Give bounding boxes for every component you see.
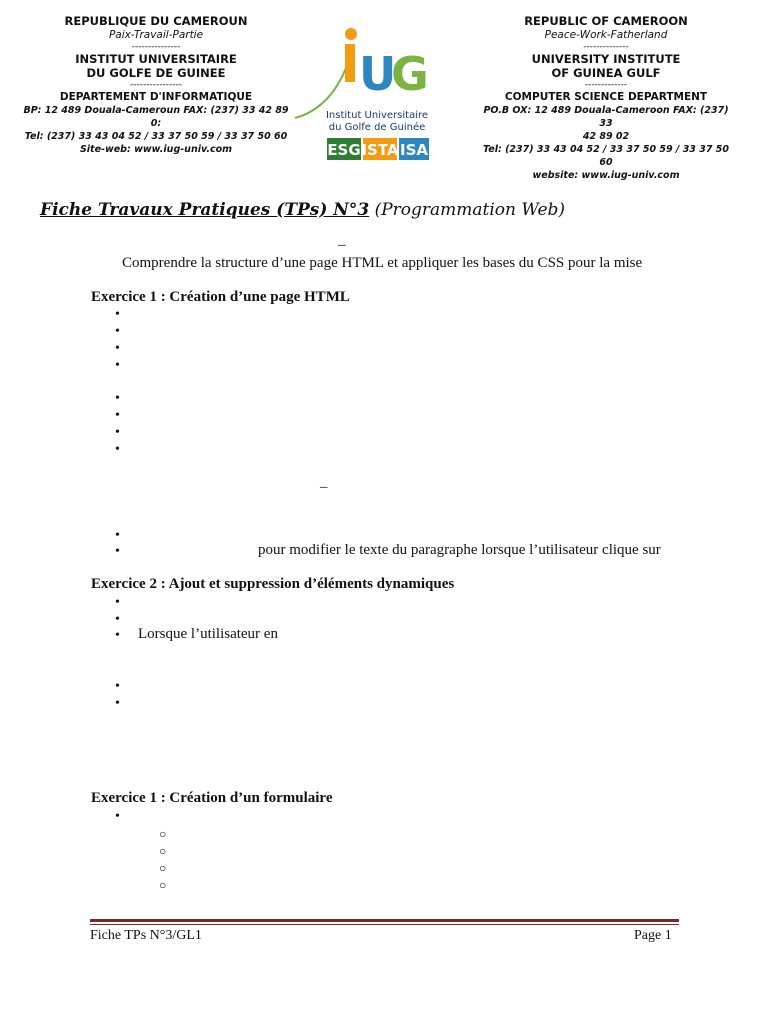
objective-text: Comprendre la structure d’une page HTML et appliquer les bases du CSS pour la mise (122, 255, 643, 271)
phone-en: Tel: (237) 33 43 04 52 / 33 37 50 59 / 33 37 50 60 (483, 144, 729, 168)
logo-letter-g: G (391, 47, 429, 101)
phone: Tel: (237) 33 43 04 52 / 33 37 50 59 / 33 37 50 60 (24, 131, 288, 142)
bullet (115, 323, 120, 340)
bullet (115, 390, 120, 407)
institute-line2: DU GOLFE DE GUINEE (86, 66, 226, 80)
bullet (115, 808, 120, 825)
footer-rule (90, 919, 679, 922)
badge-isa: ISA (400, 141, 428, 159)
department-fr: DEPARTEMENT D'INFORMATIQUE (59, 91, 253, 103)
postal-box-en-line2: 42 89 02 (582, 131, 630, 142)
country-en: REPUBLIC OF CAMEROON (524, 14, 688, 28)
header-right (478, 14, 734, 182)
separator: ---------------- (130, 80, 182, 90)
exercise-2-bullet-text: Lorsque l’utilisateur en (138, 626, 278, 642)
dash-mark: _ (338, 232, 346, 248)
bullet (115, 357, 120, 374)
bullet (115, 340, 120, 357)
badge-ista: ISTA (361, 141, 399, 159)
bullet (115, 424, 120, 441)
separator: -------------- (583, 42, 629, 52)
postal-box-en-line1: PO.B OX: 12 489 Douala-Cameroon FAX: (237) 33 (483, 105, 729, 129)
footer-rule-thin (90, 924, 679, 925)
postal-box: BP: 12 489 Douala-Cameroun FAX: (237) 33 42 89 0: (23, 105, 289, 129)
website-en: website: www.iug-univ.com (532, 170, 680, 181)
separator: --------------- (131, 42, 181, 52)
bullet (115, 441, 120, 458)
bullet (115, 543, 120, 560)
exercise-1-bullet-text: pour modifier le texte du paragraphe lorsque l’utilisateur clique sur (258, 542, 661, 558)
iug-logo (287, 20, 432, 168)
bullet (115, 611, 120, 628)
bullet (115, 407, 120, 424)
dash-mark: _ (320, 474, 328, 490)
title-main: Fiche Travaux Pratiques (TPs) N°3 (40, 200, 370, 220)
exercise-2-title: Exercice 2 : Ajout et suppression d’éléments dynamiques (91, 576, 455, 592)
logo-letter-u: U (359, 47, 397, 101)
institute-line1-en: UNIVERSITY INSTITUTE (531, 52, 681, 66)
bullet (115, 678, 120, 695)
institute-line2-en: OF GUINEA GULF (551, 66, 661, 80)
institute-line1: INSTITUT UNIVERSITAIRE (75, 52, 237, 66)
title-sub: (Programmation Web) (369, 200, 566, 220)
motto-fr: Paix-Travail-Partie (108, 29, 204, 41)
logo-name-line1: Institut Universitaire (325, 110, 429, 121)
exercise-1-title: Exercice 1 : Création d’une page HTML (91, 289, 350, 305)
exercise-3-title: Exercice 1 : Création d’un formulaire (91, 790, 333, 806)
motto-en: Peace-Work-Fatherland (544, 29, 668, 41)
separator: ------------- (584, 80, 628, 90)
document-title (40, 200, 565, 220)
logo-dot (345, 28, 357, 40)
sub-bullet: ○ (159, 861, 167, 875)
bullet (115, 695, 120, 712)
sub-bullet: ○ (159, 878, 167, 892)
page-number: Page 1 (634, 928, 672, 943)
country-fr: REPUBLIQUE DU CAMEROUN (64, 14, 248, 28)
sub-bullet: ○ (159, 844, 167, 858)
badge-esg: ESG (327, 141, 361, 159)
bullet (115, 627, 120, 644)
website: Site-web: www.iug-univ.com (79, 144, 233, 155)
logo-name-line2: du Golfe de Guinée (328, 122, 426, 133)
sub-bullet: ○ (159, 827, 167, 841)
footer-doc-ref: Fiche TPs N°3/GL1 (90, 928, 202, 943)
logo-i-stem (345, 44, 355, 82)
bullet (115, 527, 120, 544)
bullet (115, 594, 120, 611)
department-en: COMPUTER SCIENCE DEPARTMENT (504, 91, 708, 103)
bullet (115, 306, 120, 323)
header-left (22, 14, 290, 156)
